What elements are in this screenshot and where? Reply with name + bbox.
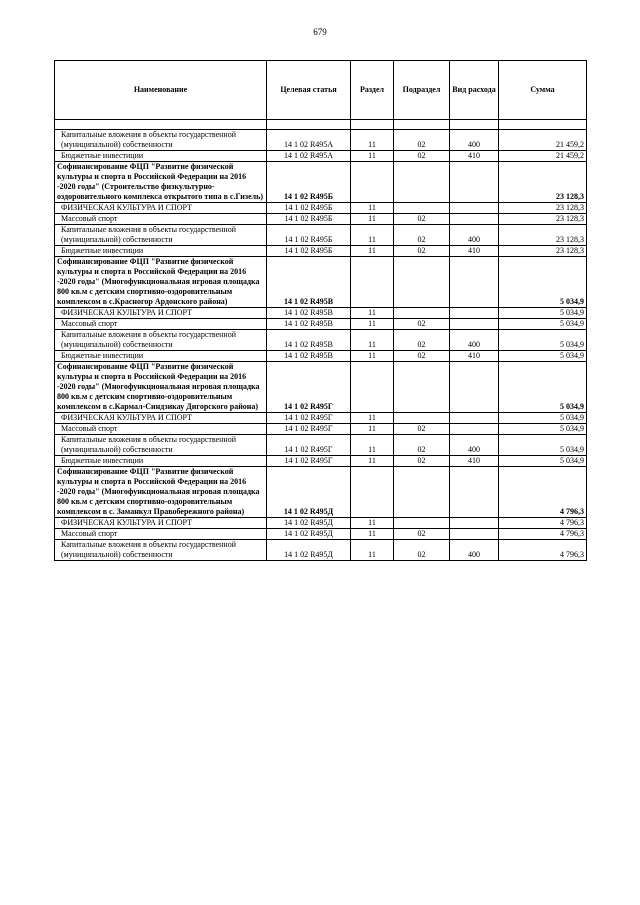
row-section-cell: 11 xyxy=(351,529,394,540)
row-target-cell: 14 1 02 R495Д xyxy=(267,467,351,518)
row-name-cell: ФИЗИЧЕСКАЯ КУЛЬТУРА И СПОРТ xyxy=(55,308,267,319)
row-target-cell: 14 1 02 R495В xyxy=(267,257,351,308)
header-target: Целевая статья xyxy=(267,61,351,120)
row-subsection-cell xyxy=(394,518,450,529)
row-subsection-cell: 02 xyxy=(394,529,450,540)
row-target-cell: 14 1 02 R495А xyxy=(267,151,351,162)
page-number: 679 xyxy=(313,27,327,37)
row-sum-cell: 23 128,3 xyxy=(499,203,587,214)
row-subsection-cell: 02 xyxy=(394,330,450,351)
row-name-cell: Капитальные вложения в объекты государственной (муниципальной) собственности xyxy=(55,435,267,456)
table-row xyxy=(55,330,587,351)
row-subsection-cell xyxy=(394,413,450,424)
row-section-cell: 11 xyxy=(351,151,394,162)
row-section-cell: 11 xyxy=(351,246,394,257)
row-name-cell: Софинансирование ФЦП "Развитие физической культуры и спорта в Российской Федерации на 2016 -2020 годы" (Многофункциональная игровая площадка 800 кв.м с детским спортивно-оздоровительным комплексом в с.Кармал-Синдзикау Дигорского района) xyxy=(55,362,267,413)
row-section-cell xyxy=(351,467,394,518)
row-expense-type-cell xyxy=(450,214,499,225)
row-sum-cell: 5 034,9 xyxy=(499,330,587,351)
table-row-program xyxy=(55,467,587,518)
row-sum-cell: 23 128,3 xyxy=(499,225,587,246)
row-section-cell: 11 xyxy=(351,424,394,435)
table-row-program xyxy=(55,362,587,413)
table-body xyxy=(55,120,587,561)
row-target-cell: 14 1 02 R495В xyxy=(267,330,351,351)
table-row xyxy=(55,308,587,319)
row-section-cell: 11 xyxy=(351,214,394,225)
table-row xyxy=(55,319,587,330)
row-section-cell: 11 xyxy=(351,413,394,424)
row-target-cell: 14 1 02 R495Б xyxy=(267,162,351,203)
row-section-cell: 11 xyxy=(351,540,394,561)
row-section-cell xyxy=(351,362,394,413)
table-header-row xyxy=(55,61,587,120)
row-expense-type-cell xyxy=(450,467,499,518)
row-expense-type-cell xyxy=(450,257,499,308)
table-row xyxy=(55,518,587,529)
row-name-cell: Массовый спорт xyxy=(55,319,267,330)
row-subsection-cell: 02 xyxy=(394,214,450,225)
row-name-cell: Бюджетные инвестиции xyxy=(55,351,267,362)
row-sum-cell: 21 459,2 xyxy=(499,151,587,162)
row-target-cell: 14 1 02 R495Д xyxy=(267,540,351,561)
row-name-cell: Бюджетные инвестиции xyxy=(55,151,267,162)
row-name-cell: Массовый спорт xyxy=(55,529,267,540)
row-sum-cell: 5 034,9 xyxy=(499,308,587,319)
row-subsection-cell: 02 xyxy=(394,151,450,162)
row-subsection-cell: 02 xyxy=(394,225,450,246)
row-target-cell: 14 1 02 R495Б xyxy=(267,214,351,225)
row-sum-cell: 5 034,9 xyxy=(499,413,587,424)
row-expense-type-cell: 400 xyxy=(450,130,499,151)
row-sum-cell: 5 034,9 xyxy=(499,435,587,456)
row-target-cell: 14 1 02 R495А xyxy=(267,130,351,151)
row-sum-cell: 4 796,3 xyxy=(499,518,587,529)
row-expense-type-cell: 400 xyxy=(450,225,499,246)
row-sum-cell: 4 796,3 xyxy=(499,467,587,518)
row-sum-cell: 5 034,9 xyxy=(499,456,587,467)
row-expense-type-cell xyxy=(450,518,499,529)
row-section-cell: 11 xyxy=(351,435,394,456)
row-expense-type-cell xyxy=(450,529,499,540)
row-expense-type-cell xyxy=(450,162,499,203)
row-section-cell: 11 xyxy=(351,308,394,319)
row-target-cell: 14 1 02 R495Б xyxy=(267,246,351,257)
row-expense-type-cell xyxy=(450,413,499,424)
table-row xyxy=(55,529,587,540)
row-name-cell: Капитальные вложения в объекты государственной (муниципальной) собственности xyxy=(55,330,267,351)
row-target-cell: 14 1 02 R495В xyxy=(267,351,351,362)
spacer-cell xyxy=(499,120,587,130)
spacer-cell xyxy=(450,120,499,130)
row-subsection-cell: 02 xyxy=(394,351,450,362)
row-target-cell: 14 1 02 R495Г xyxy=(267,456,351,467)
row-section-cell: 11 xyxy=(351,518,394,529)
row-name-cell: Капитальные вложения в объекты государственной (муниципальной) собственности xyxy=(55,225,267,246)
row-expense-type-cell xyxy=(450,362,499,413)
header-expense-type: Вид расхода xyxy=(450,61,499,120)
row-subsection-cell xyxy=(394,162,450,203)
row-target-cell: 14 1 02 R495Д xyxy=(267,518,351,529)
row-subsection-cell: 02 xyxy=(394,319,450,330)
row-name-cell: ФИЗИЧЕСКАЯ КУЛЬТУРА И СПОРТ xyxy=(55,518,267,529)
row-expense-type-cell: 400 xyxy=(450,435,499,456)
header-name: Наименование xyxy=(55,61,267,120)
table-row xyxy=(55,424,587,435)
row-sum-cell: 23 128,3 xyxy=(499,246,587,257)
spacer-cell xyxy=(394,120,450,130)
row-subsection-cell xyxy=(394,308,450,319)
row-section-cell: 11 xyxy=(351,319,394,330)
row-name-cell: ФИЗИЧЕСКАЯ КУЛЬТУРА И СПОРТ xyxy=(55,413,267,424)
row-subsection-cell: 02 xyxy=(394,424,450,435)
row-target-cell: 14 1 02 R495Г xyxy=(267,362,351,413)
row-expense-type-cell: 410 xyxy=(450,351,499,362)
row-sum-cell: 5 034,9 xyxy=(499,257,587,308)
row-subsection-cell xyxy=(394,362,450,413)
header-sum: Сумма xyxy=(499,61,587,120)
row-target-cell: 14 1 02 R495Б xyxy=(267,225,351,246)
row-sum-cell: 21 459,2 xyxy=(499,130,587,151)
spacer-cell xyxy=(55,120,267,130)
row-expense-type-cell xyxy=(450,203,499,214)
row-section-cell: 11 xyxy=(351,130,394,151)
row-expense-type-cell: 400 xyxy=(450,330,499,351)
table-row xyxy=(55,540,587,561)
row-name-cell: Софинансирование ФЦП "Развитие физической культуры и спорта в Российской Федерации на 2016 -2020 годы" (Многофункциональная игровая площадка 800 кв.м с детским спортивно-оздоровительным комплексом в с. Заманкул Правобережного района) xyxy=(55,467,267,518)
row-target-cell: 14 1 02 R495Д xyxy=(267,529,351,540)
row-expense-type-cell xyxy=(450,319,499,330)
row-section-cell xyxy=(351,162,394,203)
row-name-cell: ФИЗИЧЕСКАЯ КУЛЬТУРА И СПОРТ xyxy=(55,203,267,214)
row-target-cell: 14 1 02 R495В xyxy=(267,308,351,319)
row-sum-cell: 23 128,3 xyxy=(499,214,587,225)
row-subsection-cell xyxy=(394,257,450,308)
spacer-row xyxy=(55,120,587,130)
row-sum-cell: 23 128,3 xyxy=(499,162,587,203)
row-name-cell: Капитальные вложения в объекты государственной (муниципальной) собственности xyxy=(55,130,267,151)
row-target-cell: 14 1 02 R495Г xyxy=(267,424,351,435)
row-section-cell: 11 xyxy=(351,330,394,351)
row-section-cell: 11 xyxy=(351,351,394,362)
header-section: Раздел xyxy=(351,61,394,120)
row-subsection-cell: 02 xyxy=(394,130,450,151)
table-row xyxy=(55,203,587,214)
row-expense-type-cell xyxy=(450,424,499,435)
row-sum-cell: 4 796,3 xyxy=(499,540,587,561)
row-expense-type-cell: 410 xyxy=(450,456,499,467)
row-expense-type-cell: 410 xyxy=(450,246,499,257)
spacer-cell xyxy=(351,120,394,130)
row-section-cell: 11 xyxy=(351,456,394,467)
row-expense-type-cell xyxy=(450,308,499,319)
table-row xyxy=(55,413,587,424)
row-name-cell: Массовый спорт xyxy=(55,424,267,435)
row-subsection-cell: 02 xyxy=(394,435,450,456)
row-name-cell: Бюджетные инвестиции xyxy=(55,456,267,467)
row-subsection-cell xyxy=(394,467,450,518)
row-sum-cell: 5 034,9 xyxy=(499,362,587,413)
row-section-cell xyxy=(351,257,394,308)
table-row xyxy=(55,435,587,456)
table-row-program xyxy=(55,162,587,203)
row-subsection-cell: 02 xyxy=(394,456,450,467)
table-row-program xyxy=(55,257,587,308)
row-subsection-cell: 02 xyxy=(394,246,450,257)
table-row xyxy=(55,214,587,225)
row-subsection-cell xyxy=(394,203,450,214)
table-row xyxy=(55,246,587,257)
row-name-cell: Массовый спорт xyxy=(55,214,267,225)
row-sum-cell: 5 034,9 xyxy=(499,319,587,330)
header-subsection: Подраздел xyxy=(394,61,450,120)
row-sum-cell: 4 796,3 xyxy=(499,529,587,540)
row-subsection-cell: 02 xyxy=(394,540,450,561)
row-sum-cell: 5 034,9 xyxy=(499,424,587,435)
table-row xyxy=(55,351,587,362)
row-section-cell: 11 xyxy=(351,225,394,246)
row-name-cell: Бюджетные инвестиции xyxy=(55,246,267,257)
table-row xyxy=(55,456,587,467)
row-name-cell: Капитальные вложения в объекты государственной (муниципальной) собственности xyxy=(55,540,267,561)
row-target-cell: 14 1 02 R495Г xyxy=(267,413,351,424)
table-row xyxy=(55,225,587,246)
table-row xyxy=(55,151,587,162)
row-target-cell: 14 1 02 R495Б xyxy=(267,203,351,214)
row-name-cell: Софинансирование ФЦП "Развитие физической культуры и спорта в Российской Федерации на 2016 -2020 годы" (Многофункциональная игровая площадка 800 кв.м с детским спортивно-оздоровительным комплексом в с.Красногор Ардонского района) xyxy=(55,257,267,308)
table-row xyxy=(55,130,587,151)
row-expense-type-cell: 410 xyxy=(450,151,499,162)
row-section-cell: 11 xyxy=(351,203,394,214)
row-sum-cell: 5 034,9 xyxy=(499,351,587,362)
row-name-cell: Софинансирование ФЦП "Развитие физической культуры и спорта в Российской Федерации на 2016 -2020 годы" (Строительство физкультурно-оздоровительного комплекса открытого типа в с.Гизель) xyxy=(55,162,267,203)
row-expense-type-cell: 400 xyxy=(450,540,499,561)
row-target-cell: 14 1 02 R495Г xyxy=(267,435,351,456)
row-target-cell: 14 1 02 R495В xyxy=(267,319,351,330)
budget-table xyxy=(54,60,587,561)
spacer-cell xyxy=(267,120,351,130)
